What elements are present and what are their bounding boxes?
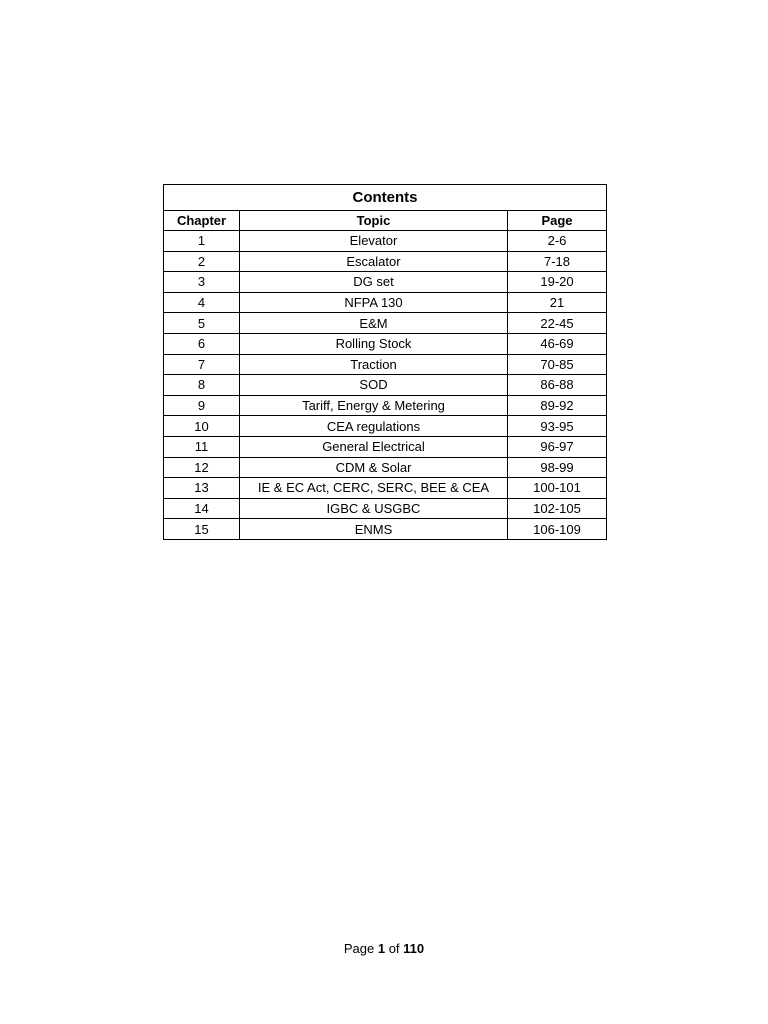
chapter-header: Chapter [164, 211, 240, 231]
page-cell: 19-20 [508, 272, 607, 293]
chapter-cell: 13 [164, 478, 240, 499]
topic-cell: SOD [240, 375, 508, 396]
table-row [164, 272, 607, 293]
chapter-cell: 10 [164, 416, 240, 437]
topic-cell: ENMS [240, 519, 508, 540]
topic-cell: Tariff, Energy & Metering [240, 395, 508, 416]
page-cell: 22-45 [508, 313, 607, 334]
table-row [164, 313, 607, 334]
page-cell: 100-101 [508, 478, 607, 499]
table-row [164, 416, 607, 437]
topic-cell: E&M [240, 313, 508, 334]
page-cell: 21 [508, 292, 607, 313]
chapter-cell: 8 [164, 375, 240, 396]
page-cell: 2-6 [508, 231, 607, 252]
header-row [164, 211, 607, 231]
chapter-cell: 15 [164, 519, 240, 540]
chapter-cell: 5 [164, 313, 240, 334]
chapter-cell: 6 [164, 333, 240, 354]
table-row [164, 498, 607, 519]
page-cell: 93-95 [508, 416, 607, 437]
footer-prefix: Page [343, 941, 375, 956]
topic-cell: Elevator [240, 231, 508, 252]
page-cell: 46-69 [508, 333, 607, 354]
table-row [164, 292, 607, 313]
page-cell: 7-18 [508, 251, 607, 272]
contents-body [164, 231, 607, 540]
chapter-cell: 3 [164, 272, 240, 293]
footer-total-pages: 110 [403, 941, 425, 956]
contents-title-row [164, 185, 607, 211]
topic-cell: Traction [240, 354, 508, 375]
chapter-cell: 7 [164, 354, 240, 375]
chapter-cell: 12 [164, 457, 240, 478]
footer-current-page: 1 [377, 941, 386, 956]
page-cell: 106-109 [508, 519, 607, 540]
topic-cell: CEA regulations [240, 416, 508, 437]
contents-table [163, 184, 607, 540]
table-row [164, 436, 607, 457]
chapter-cell: 14 [164, 498, 240, 519]
table-row [164, 251, 607, 272]
topic-cell: Rolling Stock [240, 333, 508, 354]
topic-header: Topic [240, 211, 508, 231]
table-row [164, 395, 607, 416]
contents-title: Contents [164, 185, 607, 211]
topic-cell: IE & EC Act, CERC, SERC, BEE & CEA [240, 478, 508, 499]
table-row [164, 457, 607, 478]
page-header: Page [508, 211, 607, 231]
page-cell: 86-88 [508, 375, 607, 396]
chapter-cell: 9 [164, 395, 240, 416]
page-cell: 89-92 [508, 395, 607, 416]
topic-cell: DG set [240, 272, 508, 293]
page-footer [0, 941, 768, 956]
table-row [164, 231, 607, 252]
topic-cell: General Electrical [240, 436, 508, 457]
page-cell: 70-85 [508, 354, 607, 375]
table-row [164, 519, 607, 540]
chapter-cell: 1 [164, 231, 240, 252]
topic-cell: Escalator [240, 251, 508, 272]
page-cell: 96-97 [508, 436, 607, 457]
table-row [164, 375, 607, 396]
table-row [164, 354, 607, 375]
topic-cell: CDM & Solar [240, 457, 508, 478]
footer-separator: of [388, 941, 400, 956]
page-cell: 98-99 [508, 457, 607, 478]
topic-cell: IGBC & USGBC [240, 498, 508, 519]
topic-cell: NFPA 130 [240, 292, 508, 313]
chapter-cell: 11 [164, 436, 240, 457]
table-row [164, 478, 607, 499]
chapter-cell: 2 [164, 251, 240, 272]
chapter-cell: 4 [164, 292, 240, 313]
page-cell: 102-105 [508, 498, 607, 519]
table-row [164, 333, 607, 354]
